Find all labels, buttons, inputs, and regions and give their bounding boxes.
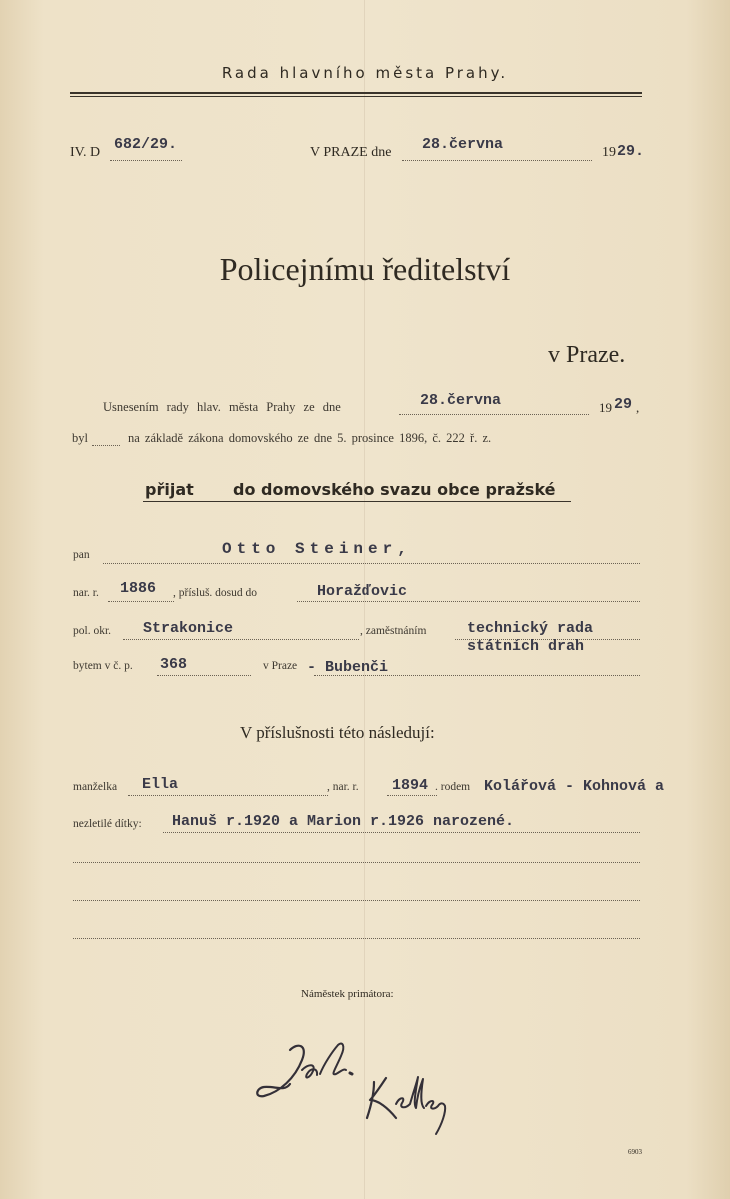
addressee-title: Policejnímu ředitelství: [219, 251, 511, 287]
born-label: nar. r.: [73, 587, 99, 599]
signature-label: Náměstek primátora:: [301, 988, 394, 1000]
header-rule-bottom: [70, 96, 642, 97]
law-text: na základě zákona domovského ze dne 5. prosince 1896, č. 222 ř. z.: [128, 431, 492, 445]
year-prefix: 19: [602, 145, 616, 160]
maiden-label: . rodem: [435, 781, 471, 793]
reference-number: 682/29.: [114, 136, 178, 153]
admission-underline: [143, 501, 571, 502]
origin-town: Horažďovic: [317, 583, 408, 600]
resolution-date-dots: [399, 414, 589, 415]
occupation-label: , zaměstnáním: [360, 625, 427, 637]
children-dots: [163, 832, 640, 833]
maiden-name: Kolářová - Kohnová a: [484, 778, 665, 795]
wife-label: manželka: [73, 781, 118, 793]
wife-name: Ella: [142, 776, 179, 793]
house-number: 368: [160, 656, 188, 673]
born-dots: [108, 601, 174, 602]
resolution-comma: ,: [636, 400, 640, 415]
pan-label: pan: [73, 549, 90, 561]
district-label: pol. okr.: [73, 625, 112, 637]
reference-label: IV. D: [70, 145, 101, 160]
city-quarter: - Bubenči: [307, 659, 389, 676]
wife-dots: [128, 795, 328, 796]
byl-dots: [92, 445, 120, 446]
occupation-line1: technický rada: [467, 620, 594, 637]
family-section-title: V příslušnosti této následují:: [240, 723, 435, 742]
residence-label: bytem v č. p.: [73, 660, 133, 672]
district: Strakonice: [143, 620, 234, 637]
resolution-date: 28.června: [420, 392, 502, 409]
byl-label: byl: [72, 431, 88, 445]
children-label: nezletilé dítky:: [73, 818, 142, 830]
council-heading: Rada hlavního města Prahy.: [221, 64, 509, 82]
signature-text: [395, 1128, 400, 1129]
blank-line-1: [73, 862, 640, 863]
resolution-year-prefix: 19: [599, 400, 612, 415]
addressee-city: v Praze.: [548, 342, 626, 368]
blank-line-3: [73, 938, 640, 939]
wife-born-year: 1894: [392, 777, 429, 794]
name-dots: [103, 563, 640, 564]
house-dots: [157, 675, 251, 676]
handwritten-signature: [250, 1030, 460, 1145]
wife-born-dots: [387, 795, 437, 796]
district-dots: [123, 639, 359, 640]
form-number: 6903: [628, 1148, 642, 1156]
person-name: Otto Steiner,: [222, 540, 412, 558]
origin-dots: [297, 601, 640, 602]
admission-text: do domovského svazu obce pražské: [233, 480, 556, 499]
origin-label: , přísluš. dosud do: [173, 587, 258, 599]
resolution-intro: Usnesením rady hlav. města Prahy ze dne: [103, 400, 341, 414]
admission-accepted: přijat: [145, 480, 194, 499]
born-year: 1886: [120, 580, 157, 597]
resolution-year-suffix: 29: [614, 396, 633, 413]
date-dots: [402, 160, 592, 161]
occupation-line2: státních drah: [467, 638, 585, 655]
wife-born-label: , nar. r.: [327, 781, 359, 793]
header-rule-top: [70, 92, 642, 94]
blank-line-2: [73, 900, 640, 901]
children: Hanuš r.1920 a Marion r.1926 narozené.: [172, 813, 515, 830]
date-place-label: V PRAZE dne: [310, 145, 392, 160]
year-suffix: 29.: [617, 143, 645, 160]
reference-dots: [110, 160, 182, 161]
letter-date: 28.června: [422, 136, 504, 153]
city-label: v Praze: [263, 660, 298, 672]
